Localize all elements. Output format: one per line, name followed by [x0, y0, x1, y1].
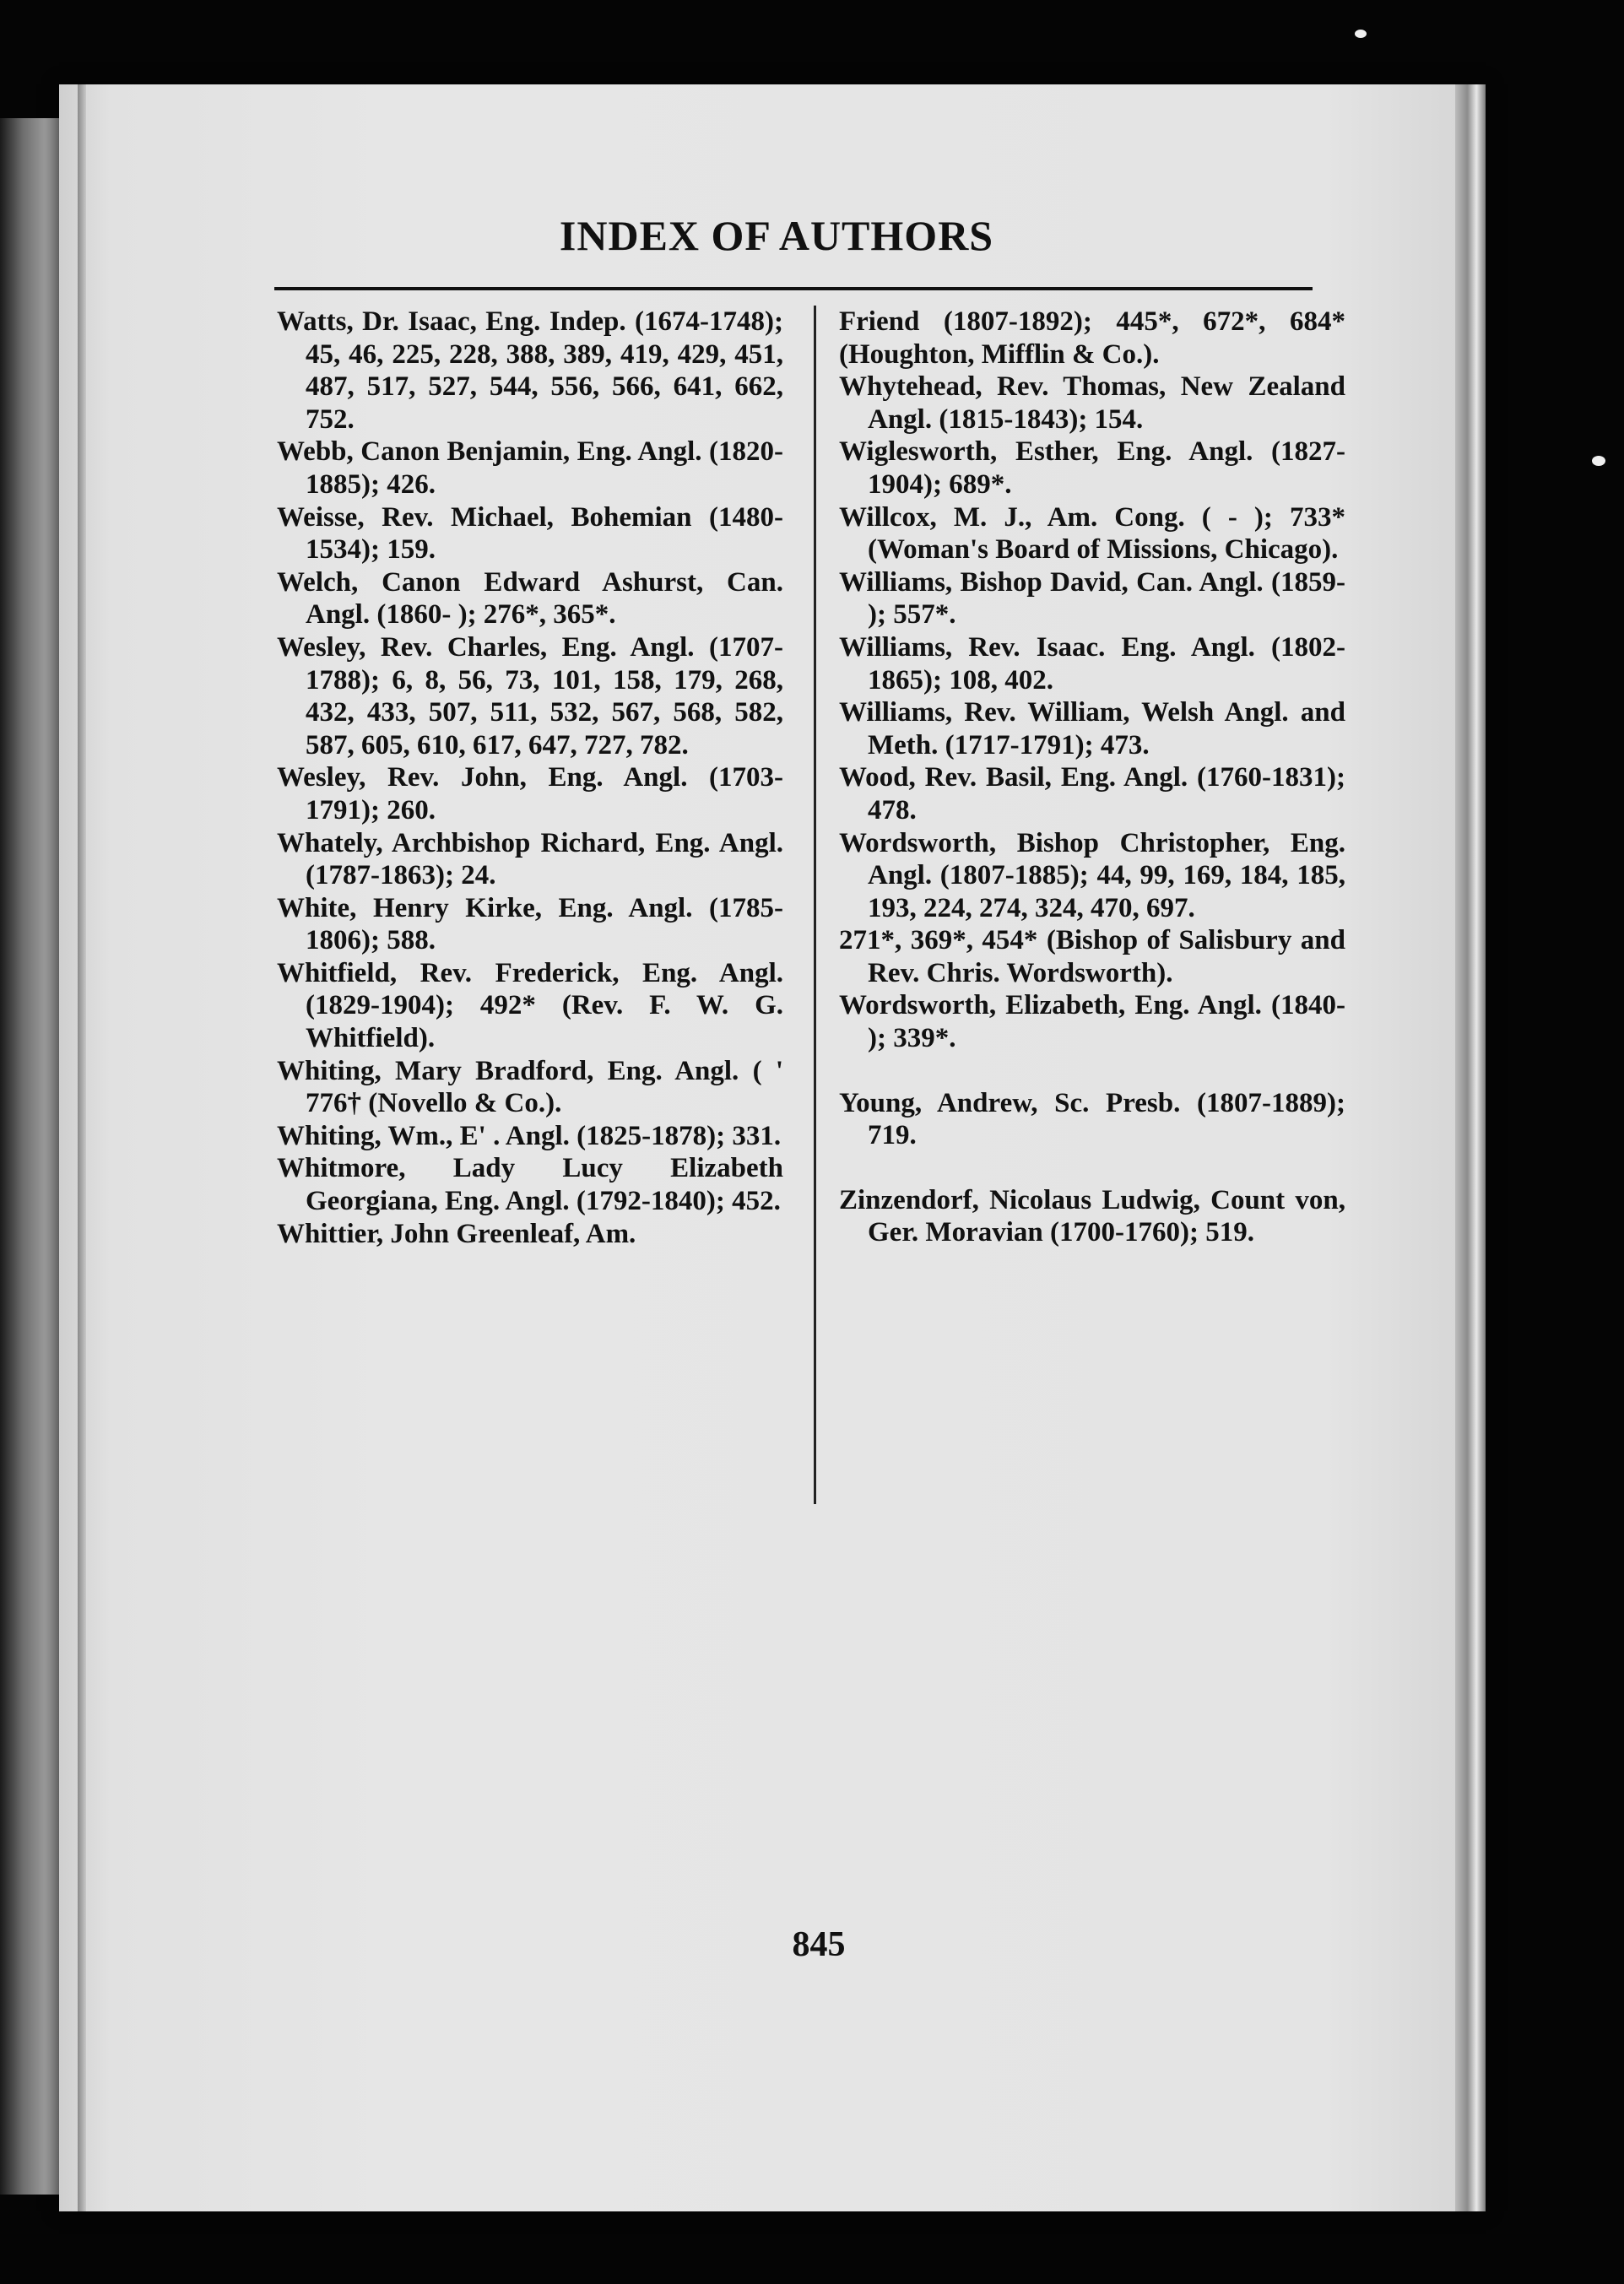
index-entry: Williams, Bishop David, Can. Angl. (1859- ); 557*. — [839, 566, 1345, 631]
index-entry: Welch, Canon Edward Ashurst, Can. Angl. (1860- ); 276*, 365*. — [277, 566, 783, 631]
index-entry: Wood, Rev. Basil, Eng. Angl. (1760-1831); 478. — [839, 762, 1345, 825]
page-number: 845 — [792, 1925, 846, 1964]
page-right-edge — [1455, 84, 1486, 2211]
index-entry: Whytehead, Rev. Thomas, New Zealand Angl. (1815-1843); 154. — [839, 371, 1345, 435]
index-entry: Whiting, Wm., E' . Angl. (1825-1878); 331. — [277, 1120, 782, 1151]
index-entry: Whitfield, Rev. Frederick, Eng. Angl. (1829-1904); 492* (Rev. F. W. G. Whitfield). — [277, 957, 783, 1054]
page-title: INDEX OF AUTHORS — [559, 212, 994, 259]
title-rule — [274, 287, 1313, 290]
column-divider — [814, 306, 816, 1504]
index-entry: 271*, 369*, 454* (Bishop of Salisbury and Rev. Chris. Wordsworth). — [839, 925, 1345, 988]
right-column — [839, 306, 1345, 1249]
index-entry: Wesley, Rev. Charles, Eng. Angl. (1707-1788); 6, 8, 56, 73, 101, 158, 179, 268, 432, 433, 507, 511, 532, 567, 568, 582, 587, 605, 610, 617, 647, 727, 782. — [277, 631, 783, 760]
index-entry: White, Henry Kirke, Eng. Angl. (1785-1806); 588. — [277, 892, 783, 956]
index-entry: Watts, Dr. Isaac, Eng. Indep. (1674-1748); 45, 46, 225, 228, 388, 389, 419, 429, 451, 487, 517, 527, 544, 556, 566, 641, 662, 752. — [277, 306, 783, 435]
scan-speck — [1592, 456, 1605, 466]
index-entry-continuation: Friend (1807-1892); 445*, 672*, 684* (Houghton, Mifflin & Co.). — [839, 306, 1345, 370]
index-entry: Willcox, M. J., Am. Cong. ( - ); 733* (Woman's Board of Missions, Chicago). — [839, 501, 1345, 566]
index-entry: Williams, Rev. Isaac. Eng. Angl. (1802-1865); 108, 402. — [839, 631, 1345, 695]
index-entry: Whitmore, Lady Lucy Elizabeth Georgiana, Eng. Angl. (1792-1840); 452. — [277, 1153, 783, 1217]
index-entry: Williams, Rev. William, Welsh Angl. and Meth. (1717-1791); 473. — [839, 697, 1345, 760]
index-entry: Whittier, John Greenleaf, Am. — [277, 1218, 636, 1249]
index-entry: Whately, Archbishop Richard, Eng. Angl. (1787-1863); 24. — [277, 827, 783, 891]
index-entry: Whiting, Mary Bradford, Eng. Angl. ( ' 776† (Novello & Co.). — [277, 1055, 783, 1119]
index-entry: Zinzendorf, Nicolaus Ludwig, Count von, Ger. Moravian (1700-1760); 519. — [839, 1184, 1345, 1248]
scan-speck — [1355, 30, 1367, 38]
index-entry: Weisse, Rev. Michael, Bohemian (1480-1534); 159. — [277, 501, 783, 566]
index-entry: Wordsworth, Bishop Christopher, Eng. Angl. (1807-1885); 44, 99, 169, 184, 185, 193, 224, 274, 324, 470, 697. — [839, 827, 1345, 923]
page-sheet — [59, 84, 1486, 2211]
index-entry: Wesley, Rev. John, Eng. Angl. (1703-1791); 260. — [277, 762, 783, 825]
index-entry: Wordsworth, Elizabeth, Eng. Angl. (1840- ); 339*. — [839, 990, 1345, 1054]
index-columns — [277, 306, 1366, 1555]
left-column — [277, 306, 783, 1250]
index-entry: Webb, Canon Benjamin, Eng. Angl. (1820-1885); 426. — [277, 436, 783, 500]
index-entry: Young, Andrew, Sc. Presb. (1807-1889); 719. — [839, 1087, 1345, 1151]
index-entry: Wiglesworth, Esther, Eng. Angl. (1827-1904); 689*. — [839, 436, 1345, 500]
page-fold-shadow — [78, 84, 86, 2211]
